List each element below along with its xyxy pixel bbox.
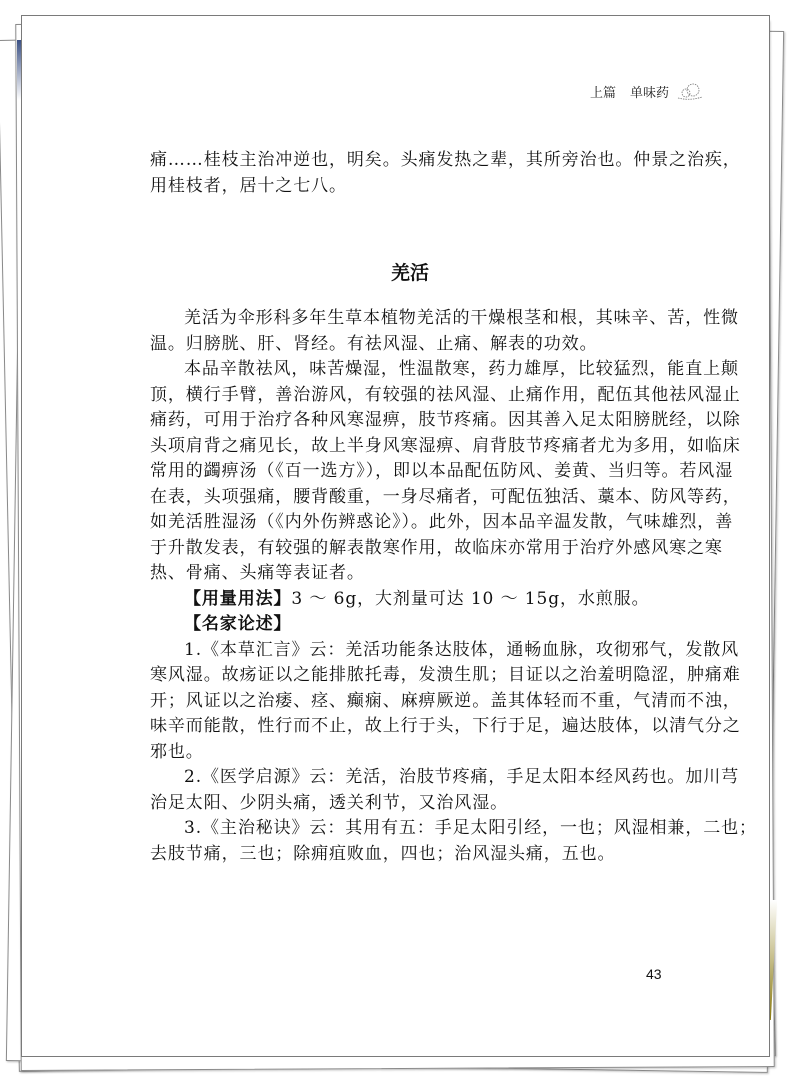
text-line: 开；风证以之治痿、痉、癫痫、麻痹厥逆。盖其体轻而不重，气清而不浊， — [150, 690, 741, 711]
dosage-text: 3 ～ 6g，大剂量可达 10 ～ 15g，水煎服。 — [291, 588, 650, 609]
text-line: 顶，横行手臂，善治游风，有较强的祛风湿、止痛作用，配伍其他祛风湿止 — [150, 384, 741, 405]
paragraph-intro — [150, 306, 739, 357]
body-text — [150, 306, 757, 867]
text-line: 头项肩背之痛见长，故上半身风寒湿痹、肩背肢节疼痛者尤为多用，如临床 — [150, 435, 741, 456]
text-line: 1.《本草汇言》云：羌活功能条达肢体，通畅血脉，攻彻邪气，发散风 — [184, 639, 740, 660]
discussion-label: 【名家论述】 — [184, 614, 292, 634]
quote-1 — [150, 638, 741, 766]
paragraph-usage — [150, 357, 741, 587]
discussion-heading — [150, 612, 662, 638]
dosage-line — [150, 587, 662, 613]
section-title: 羌活 — [390, 262, 429, 284]
text-line: 常用的蠲痹汤（《百一选方》），即以本品配伍防风、姜黄、当归等。若风湿 — [150, 461, 734, 481]
quote-2 — [150, 765, 740, 816]
text-line: 味辛而能散，性行而不止，故上行于头，下行于足，遍达肢体，以清气分之 — [150, 716, 741, 736]
header-section: 单味药 — [630, 86, 670, 101]
quote-3 — [150, 816, 757, 867]
text-line: 3.《主治秘诀》云：其用有五：手足太阳引经，一也；风湿相兼，二也； — [184, 818, 757, 838]
text-line: 在表，头项强痛，腰背酸重，一身尽痛者，可配伍独活、藁本、防风等药， — [150, 486, 741, 507]
text-line: 痛药，可用于治疗各种风寒湿痹，肢节疼痛。因其善入足太阳膀胱经，以除 — [150, 410, 741, 430]
running-header — [590, 82, 669, 101]
text-line: 2.《医学启源》云：羌活，治肢节疼痛，手足太阳本经风药也。加川芎 — [184, 767, 740, 787]
text-line: 治足太阳、少阴头痛，透关利节，又治风湿。 — [150, 792, 508, 813]
text-line: 本品辛散祛风，味苦燥湿，性温散寒，药力雄厚，比较猛烈，能直上颠 — [184, 359, 739, 379]
flower-ornament-icon — [676, 80, 704, 102]
page-number: 43 — [646, 966, 662, 982]
header-part: 上篇 — [590, 86, 617, 101]
continued-paragraph — [150, 148, 741, 199]
text-line: 热、骨痛、头痛等表证者。 — [150, 563, 365, 583]
text-line: 如羌活胜湿汤（《内外伤辨惑论》）。此外，因本品辛温发散，气味雄烈，善 — [150, 512, 734, 532]
text-line: 痛……桂枝主治冲逆也，明矣。头痛发热之辈，其所旁治也。仲景之治疾， — [150, 150, 741, 170]
text-line: 邪也。 — [150, 741, 204, 762]
text-line: 用桂枝者，居十之七八。 — [150, 175, 347, 196]
dosage-label: 【用量用法】 — [184, 588, 292, 609]
text-line: 羌活为伞形科多年生草本植物羌活的干燥根茎和根，其味辛、苦，性微 — [184, 308, 739, 328]
text-line: 温。归膀胱、肝、肾经。有祛风湿、止痛、解表的功效。 — [150, 333, 598, 354]
text-line: 寒风湿。故疡证以之能排脓托毒，发溃生肌；目证以之治羞明隐涩，肿痛难 — [150, 665, 741, 685]
text-line: 去肢节痛，三也；除痈疽败血，四也；治风湿头痛，五也。 — [150, 843, 616, 864]
text-line: 于升散发表，有较强的解表散寒作用，故临床亦常用于治疗外感风寒之寒 — [150, 537, 723, 558]
